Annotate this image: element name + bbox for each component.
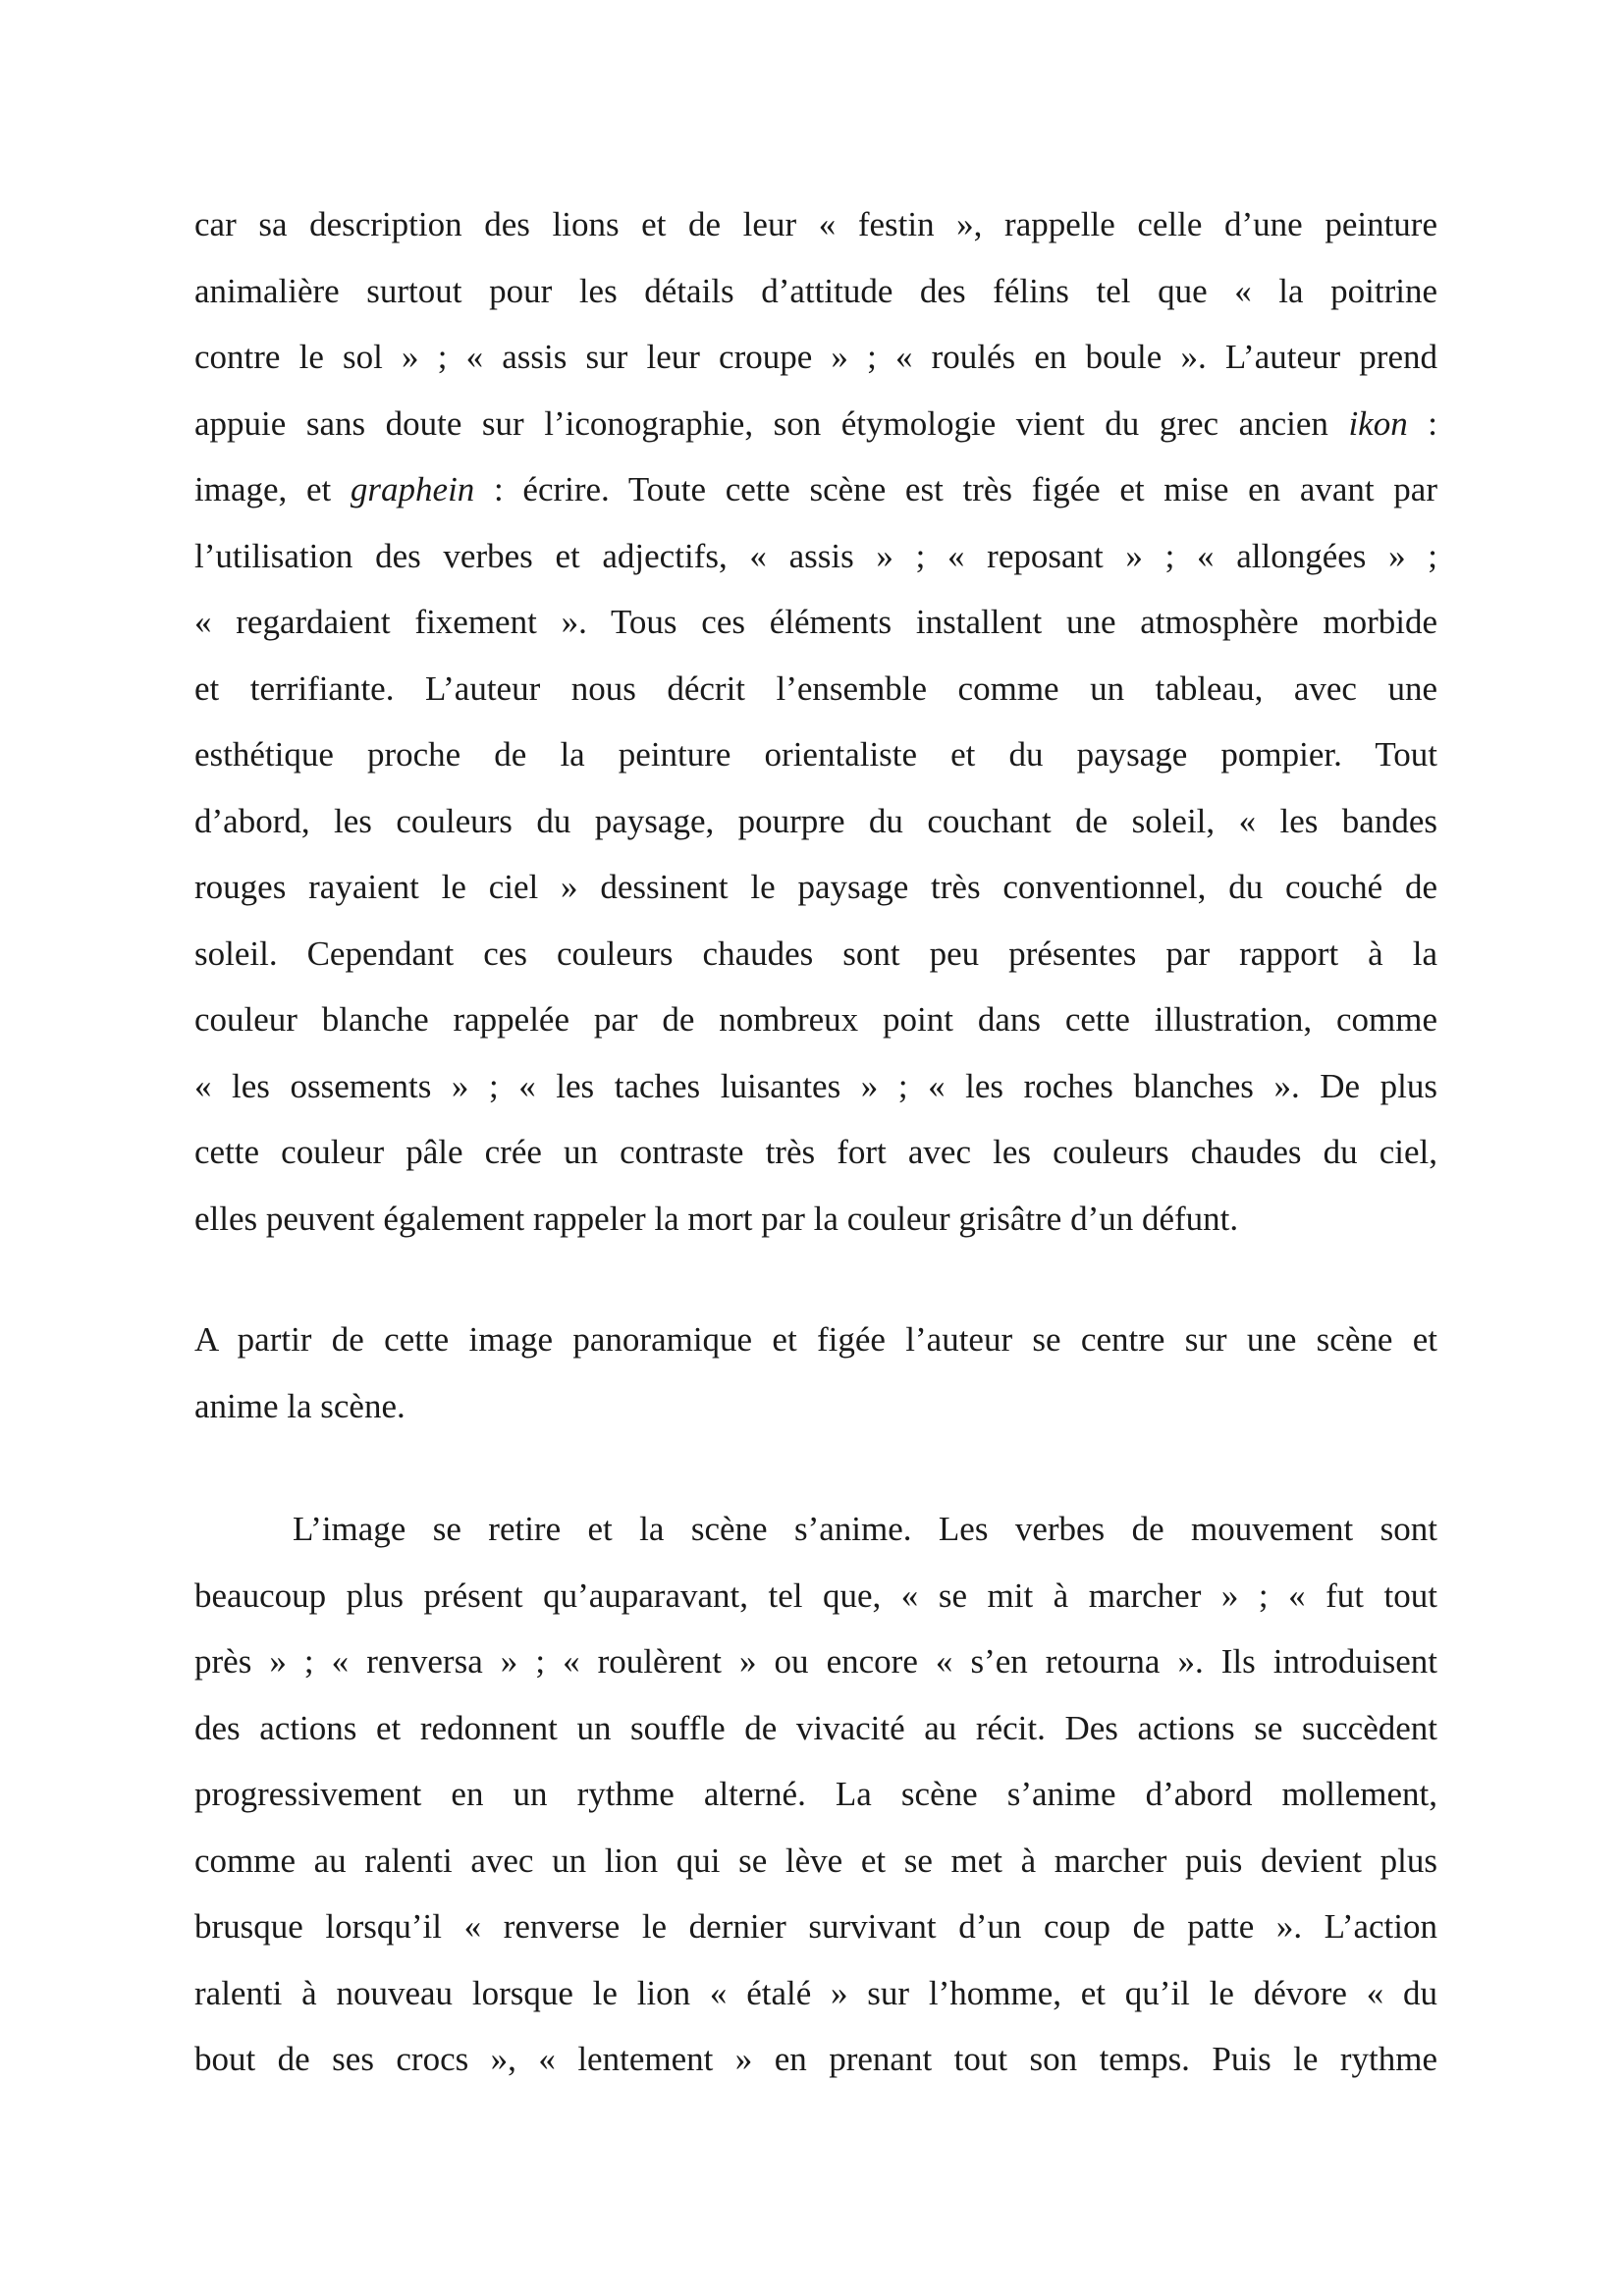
paragraph-3 bbox=[194, 1496, 1437, 2093]
text-line: L’image se retire et la scène s’anime. Les verbes de mouvement sont bbox=[293, 1510, 1437, 1548]
text-run: : bbox=[1407, 403, 1437, 443]
text-line: progressivement en un rythme alterné. La scène s’anime d’abord mollement, bbox=[194, 1775, 1437, 1813]
text-run: : écrire. Toute cette scène est très figée et mise en avant par bbox=[474, 470, 1437, 508]
text-line: contre le sol » ; « assis sur leur croupe » ; « roulés en boule ». L’auteur prend bbox=[194, 338, 1437, 376]
text-line: bout de ses crocs », « lentement » en prenant tout son temps. Puis le rythme bbox=[194, 2040, 1437, 2078]
text-line: l’utilisation des verbes et adjectifs, « assis » ; « reposant » ; « allongées » ; bbox=[194, 536, 1437, 575]
paragraph-2 bbox=[194, 1307, 1437, 1439]
text-line: d’abord, les couleurs du paysage, pourpre du couchant de soleil, « les bandes bbox=[194, 801, 1437, 840]
text-run: image, et bbox=[194, 470, 351, 508]
text-line: soleil. Cependant ces couleurs chaudes sont peu présentes par rapport à la bbox=[194, 934, 1437, 973]
text-line: « les ossements » ; « les taches luisantes » ; « les roches blanches ». De plus bbox=[194, 1066, 1437, 1105]
text-line bbox=[194, 391, 1437, 457]
text-line: elles peuvent également rappeler la mort par la couleur grisâtre d’un défunt. bbox=[194, 1199, 1239, 1238]
text-line: anime la scène. bbox=[194, 1386, 406, 1425]
text-line: couleur blanche rappelée par de nombreux point dans cette illustration, comme bbox=[194, 1000, 1437, 1039]
text-line: rouges rayaient le ciel » dessinent le paysage très conventionnel, du couché de bbox=[194, 868, 1437, 906]
paragraph-spacer bbox=[194, 1252, 1437, 1307]
italic-term: graphein bbox=[350, 470, 475, 508]
paragraph-1 bbox=[194, 191, 1437, 1252]
text-line: comme au ralenti avec un lion qui se lève et se met à marcher puis devient plus bbox=[194, 1841, 1437, 1880]
text-line: animalière surtout pour les détails d’attitude des félins tel que « la poitrine bbox=[194, 271, 1437, 310]
text-line bbox=[194, 456, 1437, 523]
text-line: beaucoup plus présent qu’auparavant, tel que, « se mit à marcher » ; « fut tout bbox=[194, 1575, 1437, 1615]
text-line: des actions et redonnent un souffle de vivacité au récit. Des actions se succèdent bbox=[194, 1708, 1437, 1747]
text-line: près » ; « renversa » ; « roulèrent » ou encore « s’en retourna ». Ils introduisent bbox=[194, 1642, 1437, 1681]
italic-term: ikon bbox=[1348, 403, 1408, 443]
text-line: cette couleur pâle crée un contraste très fort avec les couleurs chaudes du ciel, bbox=[194, 1133, 1437, 1171]
text-line: esthétique proche de la peinture orientaliste et du paysage pompier. Tout bbox=[194, 735, 1437, 774]
text-line: car sa description des lions et de leur « festin », rappelle celle d’une peinture bbox=[194, 205, 1437, 243]
text-line: ralenti à nouveau lorsque le lion « étalé » sur l’homme, et qu’il le dévore « du bbox=[194, 1973, 1437, 2012]
paragraph-spacer bbox=[194, 1439, 1437, 1496]
text-line: et terrifiante. L’auteur nous décrit l’ensemble comme un tableau, avec une bbox=[194, 668, 1437, 708]
text-line: « regardaient fixement ». Tous ces éléments installent une atmosphère morbide bbox=[194, 603, 1437, 641]
document-body bbox=[194, 191, 1437, 2093]
text-run: appuie sans doute sur l’iconographie, son étymologie vient du grec ancien bbox=[194, 403, 1349, 443]
text-line: A partir de cette image panoramique et figée l’auteur se centre sur une scène et bbox=[194, 1320, 1437, 1359]
text-line: brusque lorsqu’il « renverse le dernier survivant d’un coup de patte ». L’action bbox=[194, 1907, 1437, 1946]
